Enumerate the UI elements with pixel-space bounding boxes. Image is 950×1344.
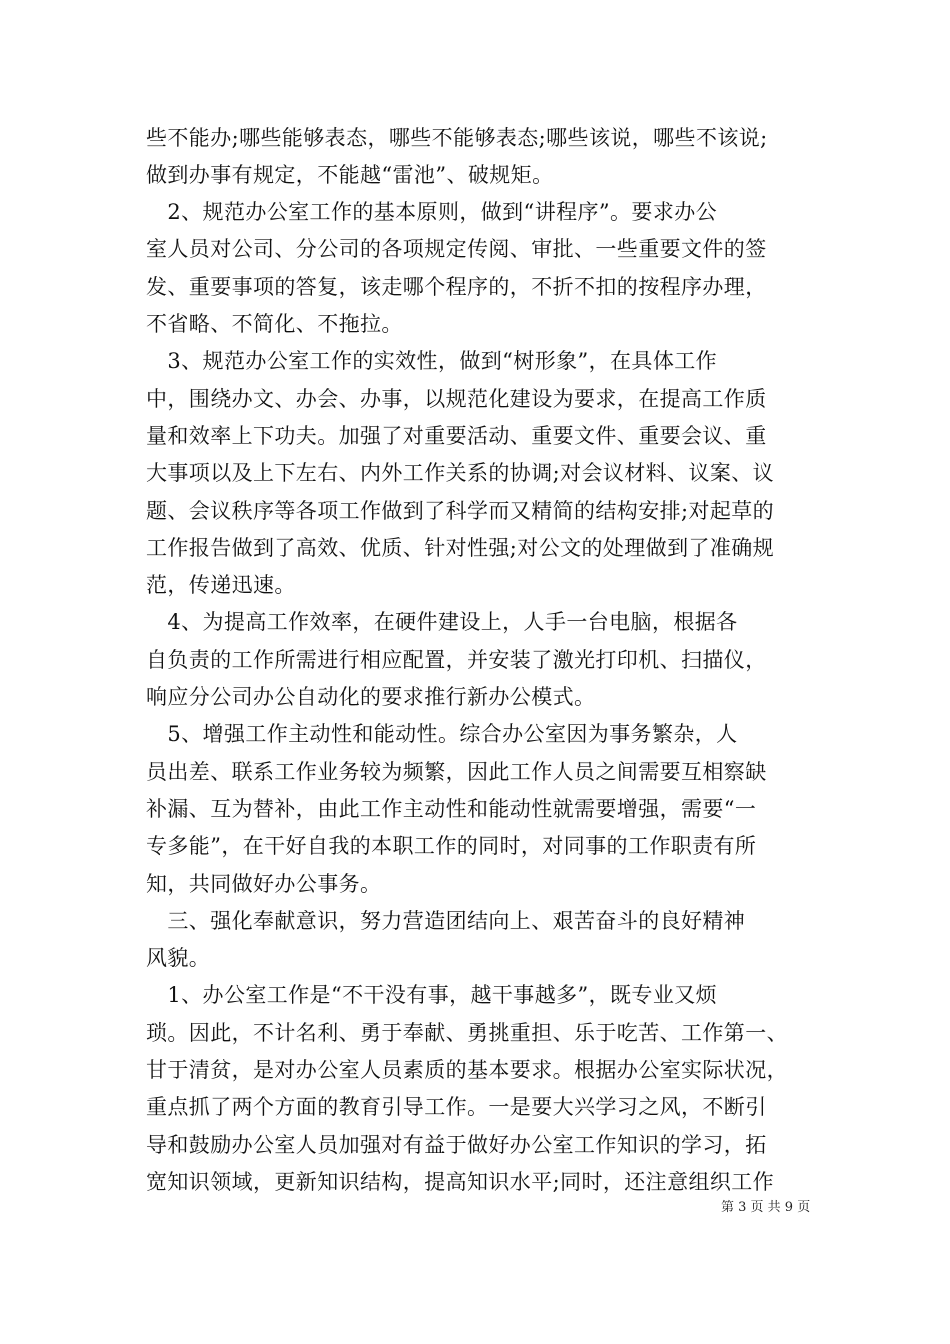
- text-line: 风貌。: [146, 946, 211, 970]
- text-line: 3、规范办公室工作的实效性，做到“树形象”，在具体工作: [146, 349, 718, 373]
- text-line: 做到办事有规定，不能越“雷池”、破规矩。: [146, 163, 554, 187]
- text-line: 不省略、不简化、不拖拉。: [146, 312, 403, 336]
- text-line: 题、会议秩序等各项工作做到了科学而又精简的结构安排;对起草的: [146, 499, 775, 523]
- text-line: 琐。因此，不计名利、勇于奉献、勇挑重担、乐于吃苦、工作第一、: [146, 1021, 788, 1045]
- text-line: 5、增强工作主动性和能动性。综合办公室因为事务繁杂，人: [146, 722, 738, 746]
- text-line: 1、办公室工作是“不干没有事，越干事越多”，既专业又烦: [146, 983, 718, 1007]
- text-line: 专多能”，在干好自我的本职工作的同时，对同事的工作职责有所: [146, 834, 757, 858]
- text-line: 4、为提高工作效率，在硬件建设上，人手一台电脑，根据各: [146, 610, 738, 634]
- text-line: 宽知识领域，更新知识结构，提高知识水平;同时，还注意组织工作: [146, 1170, 775, 1194]
- text-line: 发、重要事项的答复，该走哪个程序的，不折不扣的按程序办理，: [146, 275, 767, 299]
- text-line: 范，传递迅速。: [146, 573, 296, 597]
- text-line: 响应分公司办公自动化的要求推行新办公模式。: [146, 685, 596, 709]
- text-line: 补漏、互为替补，由此工作主动性和能动性就需要增强，需要“一: [146, 797, 757, 821]
- text-line: 大事项以及上下左右、内外工作关系的协调;对会议材料、议案、议: [146, 461, 775, 485]
- text-line: 量和效率上下功夫。加强了对重要活动、重要文件、重要会议、重: [146, 424, 767, 448]
- text-line: 自负责的工作所需进行相应配置，并安装了激光打印机、扫描仪，: [146, 648, 767, 672]
- page-number-footer: 第 3 页 共 9 页: [721, 1200, 811, 1215]
- text-line: 员出差、联系工作业务较为频繁，因此工作人员之间需要互相察缺: [146, 760, 767, 784]
- text-line: 2、规范办公室工作的基本原则，做到“讲程序”。要求办公: [146, 200, 718, 224]
- text-line: 甘于清贫，是对办公室人员素质的基本要求。根据办公室实际状况，: [146, 1058, 788, 1082]
- text-line: 中，围绕办文、办会、办事，以规范化建设为要求，在提高工作质: [146, 387, 767, 411]
- text-line: 知，共同做好办公事务。: [146, 872, 382, 896]
- text-line: 些不能办;哪些能够表态，哪些不能够表态;哪些该说，哪些不该说;: [146, 126, 768, 150]
- text-line: 导和鼓励办公室人员加强对有益于做好办公室工作知识的学习，拓: [146, 1133, 767, 1157]
- text-line: 重点抓了两个方面的教育引导工作。一是要大兴学习之风，不断引: [146, 1095, 767, 1119]
- text-line: 室人员对公司、分公司的各项规定传阅、审批、一些重要文件的签: [146, 237, 767, 261]
- text-line: 三、强化奉献意识，努力营造团结向上、艰苦奋斗的良好精神: [146, 909, 746, 933]
- text-line: 工作报告做到了高效、优质、针对性强;对公文的处理做到了准确规: [146, 536, 775, 560]
